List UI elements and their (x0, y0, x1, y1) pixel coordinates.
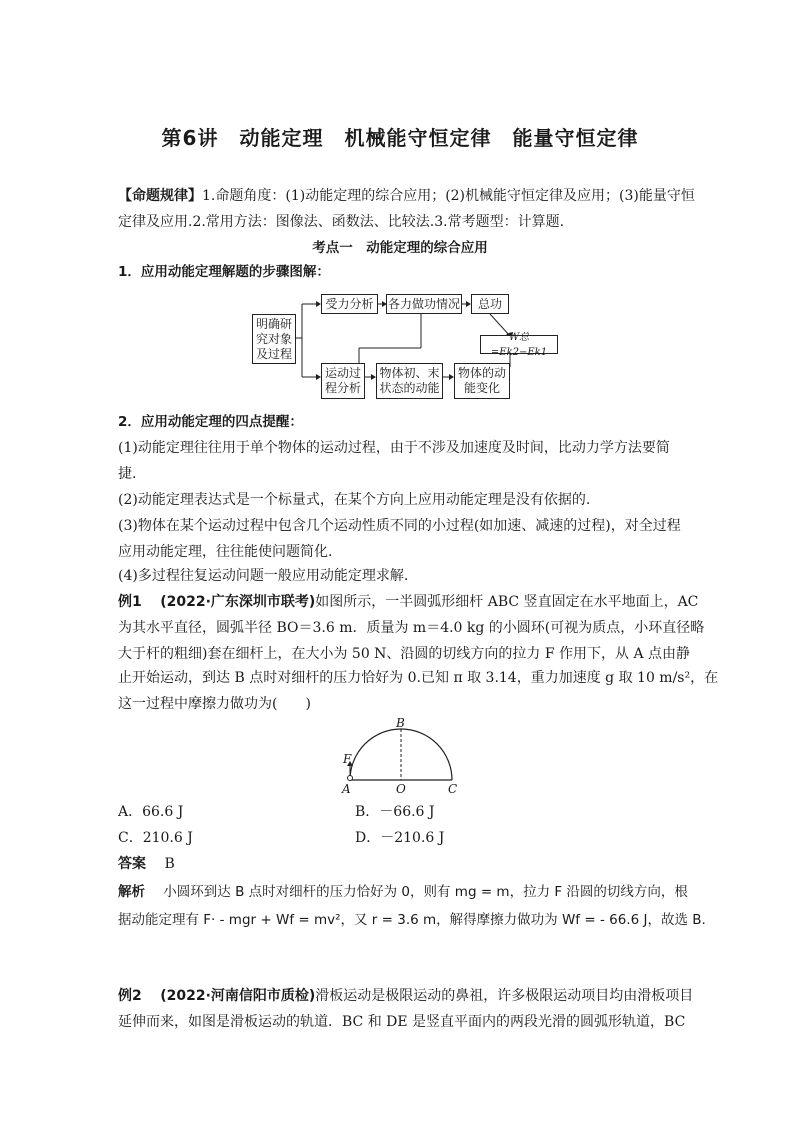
flow-box-total-work: 总功 (471, 294, 509, 314)
tip-2: (2)动能定理表达式是一个标量式，在某个方向上应用动能定理是没有依据的. (118, 492, 591, 508)
intro-text-1: 1.命题角度：(1)动能定理的综合应用；(2)机械能守恒定律及应用；(3)能量守恒 (202, 188, 695, 204)
flow-box-ke-change: 物体的动 能变化 (454, 363, 510, 399)
example-1-line-2: 为其水平直径，圆弧半径 BO＝3.6 m．质量为 m＝4.0 kg 的小圆环(可视为质点，小环直径略 (118, 620, 705, 636)
option-b: B．－66.6 J (355, 804, 435, 820)
example-2-line-2: 延伸而来，如图是滑板运动的轨道．BC 和 DE 是竖直平面内的两段光滑的圆弧形轨道，BC (118, 1014, 686, 1030)
semicircle-figure (340, 716, 470, 802)
tip-1-a: (1)动能定理往往用于单个物体的运动过程，由于不涉及加速度及时间，比动力学方法要简 (118, 440, 670, 456)
intro-line-1 (118, 186, 695, 206)
tip-3-a: (3)物体在某个运动过程中包含几个运动性质不同的小过程(如加速、减速的过程)，对全过程 (118, 518, 681, 534)
figure-label-a: A (342, 782, 351, 796)
page-title: 第6讲 动能定理 机械能守恒定律 能量守恒定律 (161, 126, 639, 150)
section-heading-kaodian1: 考点一 动能定理的综合应用 (312, 240, 488, 256)
analysis-line-1 (118, 882, 688, 902)
answer-label: 答案 (118, 856, 146, 872)
example-1-line-4: 止开始运动，到达 B 点时对细杆的压力恰好为 0.已知 π 取 3.14，重力加速度 g 取 10 m/s²，在 (118, 670, 719, 686)
flow-box-formula: W总=Ek2−Ek1 (480, 335, 558, 354)
example-1-label: 例1 (118, 594, 142, 610)
example-1-source: (2022·广东深圳市联考) (160, 594, 316, 610)
small-ring (348, 776, 353, 781)
example-2-line-1 (118, 986, 693, 1006)
intro-line-2: 定律及应用.2.常用方法：图像法、函数法、比较法.3.常考题型：计算题. (118, 214, 565, 230)
analysis-label: 解析 (118, 884, 145, 900)
example-1-text-1: 如图所示，一半圆弧形细杆 ABC 竖直固定在水平地面上，AC (315, 594, 699, 610)
example-1-line-3: 大于杆的粗细)套在细杆上，在大小为 50 N、沿圆的切线方向的拉力 F 作用下，从 A 点由静 (118, 646, 691, 662)
option-d: D．－210.6 J (355, 830, 445, 846)
figure-label-f: F (343, 752, 352, 766)
option-a: A．66.6 J (118, 804, 184, 820)
example-1-line-5: 这一过程中摩擦力做功为( ) (118, 696, 311, 712)
figure-label-c: C (448, 782, 458, 796)
flow-box-start: 明确研 究对象 及过程 (252, 314, 296, 364)
tip-1-b: 捷. (118, 466, 137, 482)
example-2-text-1: 滑板运动是极限运动的鼻祖，许多极限运动项目均由滑板项目 (315, 988, 694, 1004)
option-c: C．210.6 J (118, 830, 193, 846)
flow-box-motion-analysis: 运动过 程分析 (321, 363, 365, 399)
answer-line (118, 854, 175, 874)
answer-value: B (164, 856, 175, 872)
flow-box-force-analysis: 受力分析 (321, 294, 378, 314)
figure-label-b: B (396, 716, 405, 730)
figure-label-o: O (396, 782, 406, 796)
intro-tag: 【命题规律】 (118, 188, 202, 204)
example-2-source: (2022·河南信阳市质检) (160, 988, 316, 1004)
tip-4: (4)多过程往复运动问题一般应用动能定理求解. (118, 568, 409, 584)
example-2-label: 例2 (118, 988, 142, 1004)
tip-3-b: 应用动能定理，往往能使问题简化. (118, 544, 333, 560)
flow-box-work-by-forces: 各力做功情况 (386, 294, 462, 314)
step-heading-1: 1．应用动能定理解题的步骤图解： (118, 264, 330, 280)
step-heading-2: 2．应用动能定理的四点提醒： (118, 414, 303, 430)
analysis-text-1: 小圆环到达 B 点时对细杆的压力恰好为 0，则有 mg = m，拉力 F 沿圆的切线方向，根 (163, 884, 688, 900)
flow-box-initial-final-ke: 物体初、末 状态的动能 (376, 363, 443, 399)
analysis-line-2: 据动能定理有 F· - mgr + Wf = mv²，又 r = 3.6 m，解得摩擦力做功为 Wf = - 66.6 J，故选 B. (118, 912, 706, 928)
example-1-line-1 (118, 592, 698, 612)
